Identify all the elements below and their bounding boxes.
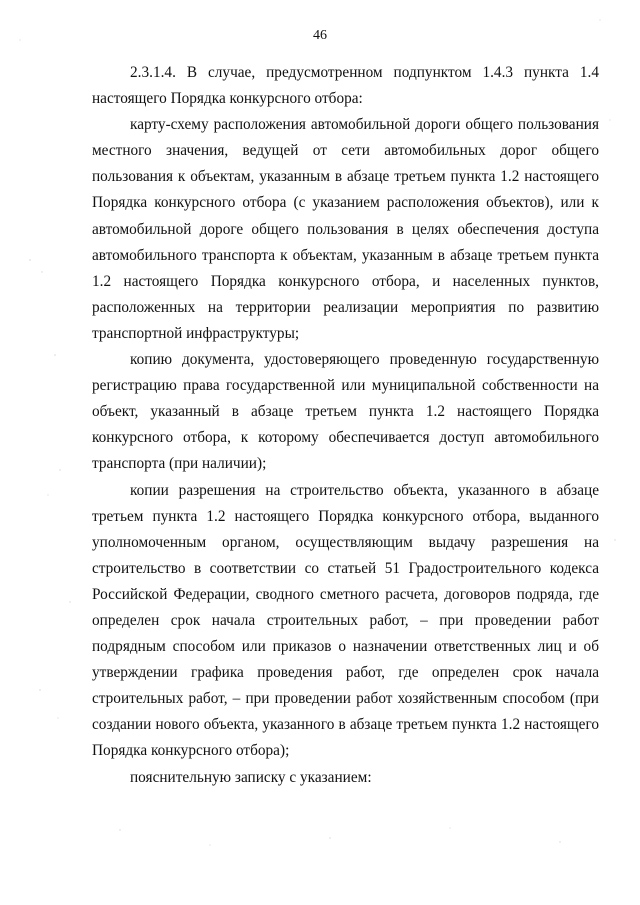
paragraph-explanatory-note: пояснительную записку с указанием: xyxy=(130,768,372,786)
paragraph-construction-permit: копии разрешения на строительство объекта, указанного в абзаце третьем пункта 1.2 настоящего Порядка конкурсного отбора, выданного уполномоченным органом, осуществляющим выдачу разрешения на строительство в соответствии со статьей 51 Градостроительного кодекса Российской Федерации, сводного сметного расчета, договоров подряда, где определен срок начала строительных работ, – при проведении работ подрядным способом или приказов о назначении ответственных лиц и об утверждении графика проведения работ, где определен срок начала строительных работ, – при проведении работ хозяйственным способом (при создании нового объекта, указанного в абзаце третьем пункта 1.2 настоящего Порядка конкурсного отбора); xyxy=(92,481,599,760)
paragraph-ownership-registration: копию документа, удостоверяющего проведенную государственную регистрацию права государственной или муниципальной собственности на объект, указанный в абзаце третьем пункта 1.2 настоящего Порядка конкурсного отбора, к которому обеспечивается доступ автомобильного транспорта (при наличии); xyxy=(92,351,599,473)
paragraph-section-2-3-1-4: 2.3.1.4. В случае, предусмотренном подпунктом 1.4.3 пункта 1.4 настоящего Порядка конкурсного отбора: xyxy=(92,64,599,108)
page-number: 46 xyxy=(313,28,327,43)
paragraph-map-scheme: карту-схему расположения автомобильной дороги общего пользования местного значения, ведущей от сети автомобильных дорог общего пользования к объектам, указанным в абзаце третьем пункта 1.2 настоящего Порядка конкурсного отбора (с указанием расположения объектов), или к автомобильной дороге общего пользования в целях обеспечения доступа автомобильного транспорта к объектам, указанным в абзаце третьем пункта 1.2 настоящего Порядка конкурсного отбора, и населенных пунктов, расположенных на территории реализации мероприятия по развитию транспортной инфраструктуры; xyxy=(92,116,599,342)
document-body xyxy=(92,60,599,791)
